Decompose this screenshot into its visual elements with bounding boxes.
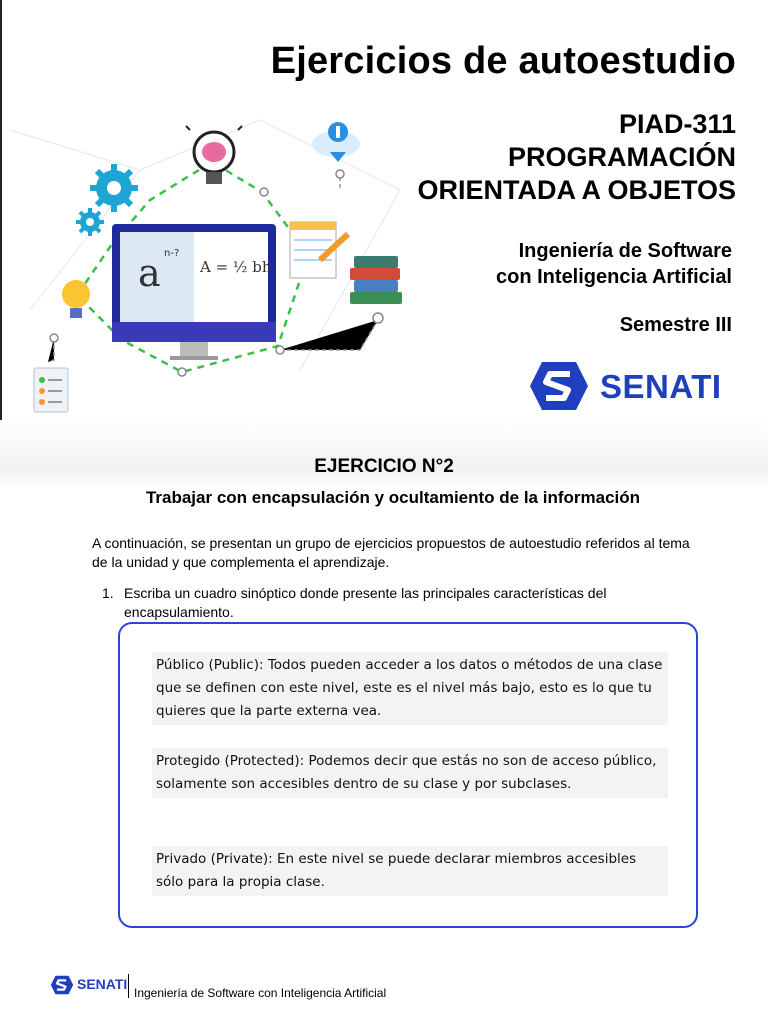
senati-logo [528,360,728,412]
answer-entry-protected [152,748,668,798]
entry-term: Protegido (Protected) [156,753,300,769]
course-name-line2: ORIENTADA A OBJETOS [417,175,736,205]
small-gear-icon [76,208,104,236]
page-title: Ejercicios de autoestudio [270,40,736,82]
footer-text: Ingeniería de Software con Inteligencia Artificial [134,986,387,1000]
answer-entry-public [152,652,668,725]
footer-logo-text: SENATI [77,976,128,992]
senati-logo-icon [528,360,590,412]
footer-separator [128,974,129,998]
gear-icon [90,164,138,212]
entry-description: Todos pueden acceder a los datos o métodos de una clase que se definen con este nivel, este es el nivel más bajo, esto es lo que tu quieres que la parte externa vea. [156,657,663,719]
career-block [496,238,732,290]
course-block [417,108,736,207]
header-fade [0,420,768,490]
formula-symbol: a [138,251,161,295]
career-line2: con Inteligencia Artificial [496,266,732,288]
course-code: PIAD-311 [618,109,736,139]
entry-term: Público (Public): [156,657,264,673]
footer-logo-icon [50,975,74,995]
exercise-subtitle: Trabajar con encapsulación y ocultamiento de la información [145,488,641,507]
entry-description: En este nivel se puede declarar miembros accesibles sólo para la propia clase. [156,851,637,890]
cloud-info-icon [312,122,360,162]
answer-box [118,622,698,928]
lightbulb-icon [62,280,90,318]
notepad-pencil-icon [290,222,348,278]
education-illustration [0,110,420,430]
formula-exponent: n-? [164,248,180,259]
monitor-icon [112,224,276,360]
answer-entry-private [152,846,668,896]
entry-term: Privado (Private): [156,851,273,867]
books-icon [350,256,402,304]
senati-logo-text: SENATI [600,368,722,405]
cover-header [0,0,768,490]
entry-description: : Podemos decir que estás no son de acceso público, solamente son accesibles dentro de su clase y por subclases. [156,753,657,792]
page-footer [50,972,750,1002]
checklist-icon [34,368,68,412]
course-name-line1: PROGRAMACIÓN [508,142,736,172]
exercise-intro: A continuación, se presentan un grupo de ejercicios propuestos de autoestudio referidos al tema de la unidad y que complementa el aprendizaje. [92,535,690,570]
career-line1: Ingeniería de Software [518,240,732,262]
item-number: 1. [102,585,114,601]
semester-label: Semestre III [619,314,732,336]
item-text: Escriba un cuadro sinóptico donde presente las principales características del encapsulamiento. [124,585,607,620]
lightbulb-brain-icon [186,126,242,184]
exercise-title: EJERCICIO N°2 [314,456,454,477]
formula-text: A = ½ bh [200,258,272,276]
